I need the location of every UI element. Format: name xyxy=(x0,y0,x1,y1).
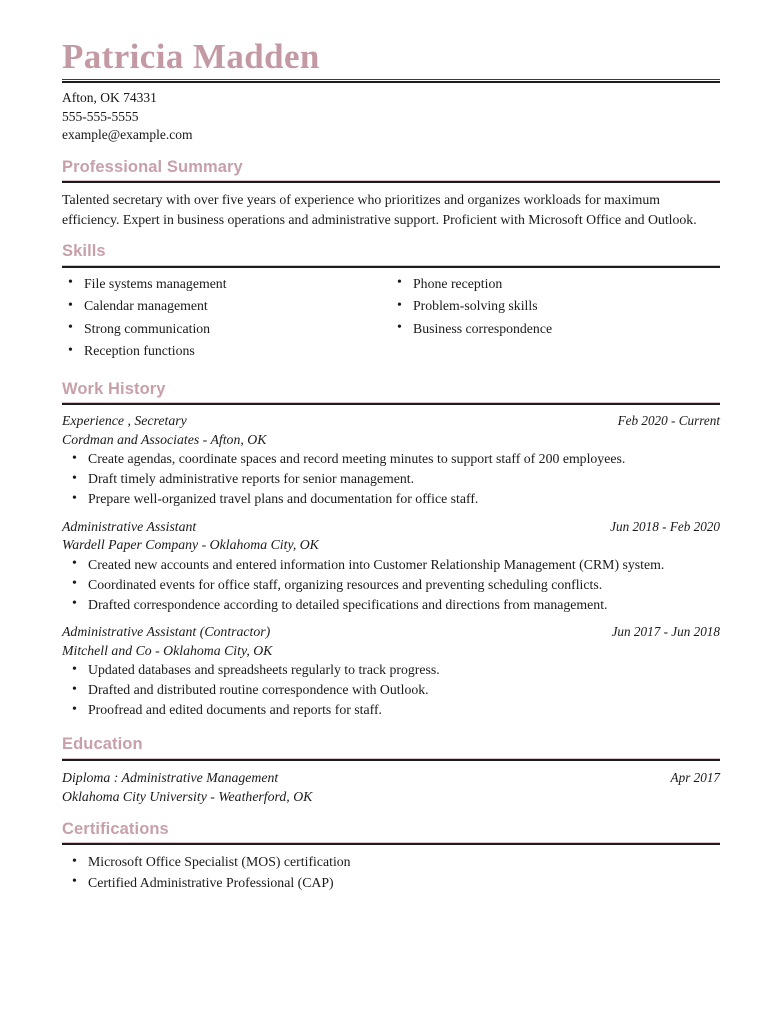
section-skills xyxy=(62,241,720,365)
list-item: • File systems management xyxy=(62,275,391,293)
section-title-work-history: Work History xyxy=(62,379,166,398)
job-header-row xyxy=(62,623,720,642)
job-dates: Jun 2018 - Feb 2020 xyxy=(610,518,720,534)
list-item: • Calendar management xyxy=(62,297,391,315)
list-item: • Created new accounts and entered information into Customer Relationship Management (CRM) system. xyxy=(62,556,720,575)
job-title: Administrative Assistant (Contractor) xyxy=(62,624,271,640)
skills-columns xyxy=(62,275,720,365)
contact-address: Afton, OK 74331 xyxy=(62,90,157,106)
list-item: • Draft timely administrative reports for senior management. xyxy=(62,470,720,489)
work-history-entry xyxy=(62,518,720,615)
job-company: Wardell Paper Company - Oklahoma City, OK xyxy=(62,537,319,553)
job-dates: Feb 2020 - Current xyxy=(617,413,720,429)
list-item: • Drafted and distributed routine correspondence with Outlook. xyxy=(62,681,720,700)
job-header-row xyxy=(62,518,720,537)
job-title: Administrative Assistant xyxy=(62,518,197,534)
work-history-entry xyxy=(62,412,720,509)
job-company: Cordman and Associates - Afton, OK xyxy=(62,431,267,447)
list-item: • Phone reception xyxy=(391,275,720,293)
section-title-education: Education xyxy=(62,734,143,753)
contact-phone: 555-555-5555 xyxy=(62,108,139,124)
list-item: • Certified Administrative Professional (CAP) xyxy=(62,873,720,892)
list-item: • Prepare well-organized travel plans and documentation for office staff. xyxy=(62,490,720,509)
resume-header xyxy=(62,38,720,145)
section-divider-skills xyxy=(62,265,720,268)
section-divider-professional-summary xyxy=(62,180,720,183)
list-item: • Drafted correspondence according to detailed specifications and directions from management. xyxy=(62,596,720,615)
section-certifications xyxy=(62,819,720,892)
list-item: • Create agendas, coordinate spaces and record meeting minutes to support staff of 200 employees. xyxy=(62,450,720,469)
skills-list-right xyxy=(391,275,720,338)
list-item: • Coordinated events for office staff, organizing resources and preventing scheduling conflicts. xyxy=(62,576,720,595)
contact-block xyxy=(62,89,720,145)
work-history-entry xyxy=(62,623,720,720)
section-title-skills: Skills xyxy=(62,242,106,261)
list-item: • Updated databases and spreadsheets regularly to track progress. xyxy=(62,661,720,680)
skills-list-left xyxy=(62,275,391,361)
section-education xyxy=(62,734,720,806)
candidate-name: Patricia Madden xyxy=(62,37,320,76)
section-professional-summary xyxy=(62,157,720,230)
education-header-row xyxy=(62,768,720,787)
job-responsibilities xyxy=(62,556,720,615)
section-title-certifications: Certifications xyxy=(62,819,169,838)
education-entry xyxy=(62,768,720,806)
list-item: • Problem-solving skills xyxy=(391,297,720,315)
list-item: • Strong communication xyxy=(62,320,391,338)
job-responsibilities xyxy=(62,661,720,720)
job-responsibilities xyxy=(62,450,720,509)
list-item: • Business correspondence xyxy=(391,320,720,338)
job-dates: Jun 2017 - Jun 2018 xyxy=(611,624,720,640)
section-title-professional-summary: Professional Summary xyxy=(62,157,243,176)
education-date: Apr 2017 xyxy=(670,769,720,785)
list-item: • Proofread and edited documents and reports for staff. xyxy=(62,701,720,720)
professional-summary-text: Talented secretary with over five years of experience who prioritizes and organizes workloads for maximum efficiency. Expert in business operations and administrative support. Proficient with Microsoft Office and Outlook. xyxy=(62,192,697,227)
education-school: Oklahoma City University - Weatherford, OK xyxy=(62,788,313,804)
section-divider-certifications xyxy=(62,842,720,845)
job-company: Mitchell and Co - Oklahoma City, OK xyxy=(62,642,273,658)
job-title: Experience , Secretary xyxy=(62,413,187,429)
list-item: • Reception functions xyxy=(62,342,391,360)
education-degree: Diploma : Administrative Management xyxy=(62,769,279,785)
section-divider-education xyxy=(62,758,720,761)
section-divider-work-history xyxy=(62,402,720,405)
job-header-row xyxy=(62,412,720,431)
skills-column-left xyxy=(62,275,391,365)
header-divider xyxy=(62,79,720,83)
section-work-history xyxy=(62,379,720,720)
skills-column-right xyxy=(391,275,720,365)
contact-email: example@example.com xyxy=(62,127,193,143)
certifications-list xyxy=(62,852,720,892)
list-item: • Microsoft Office Specialist (MOS) certification xyxy=(62,852,720,871)
